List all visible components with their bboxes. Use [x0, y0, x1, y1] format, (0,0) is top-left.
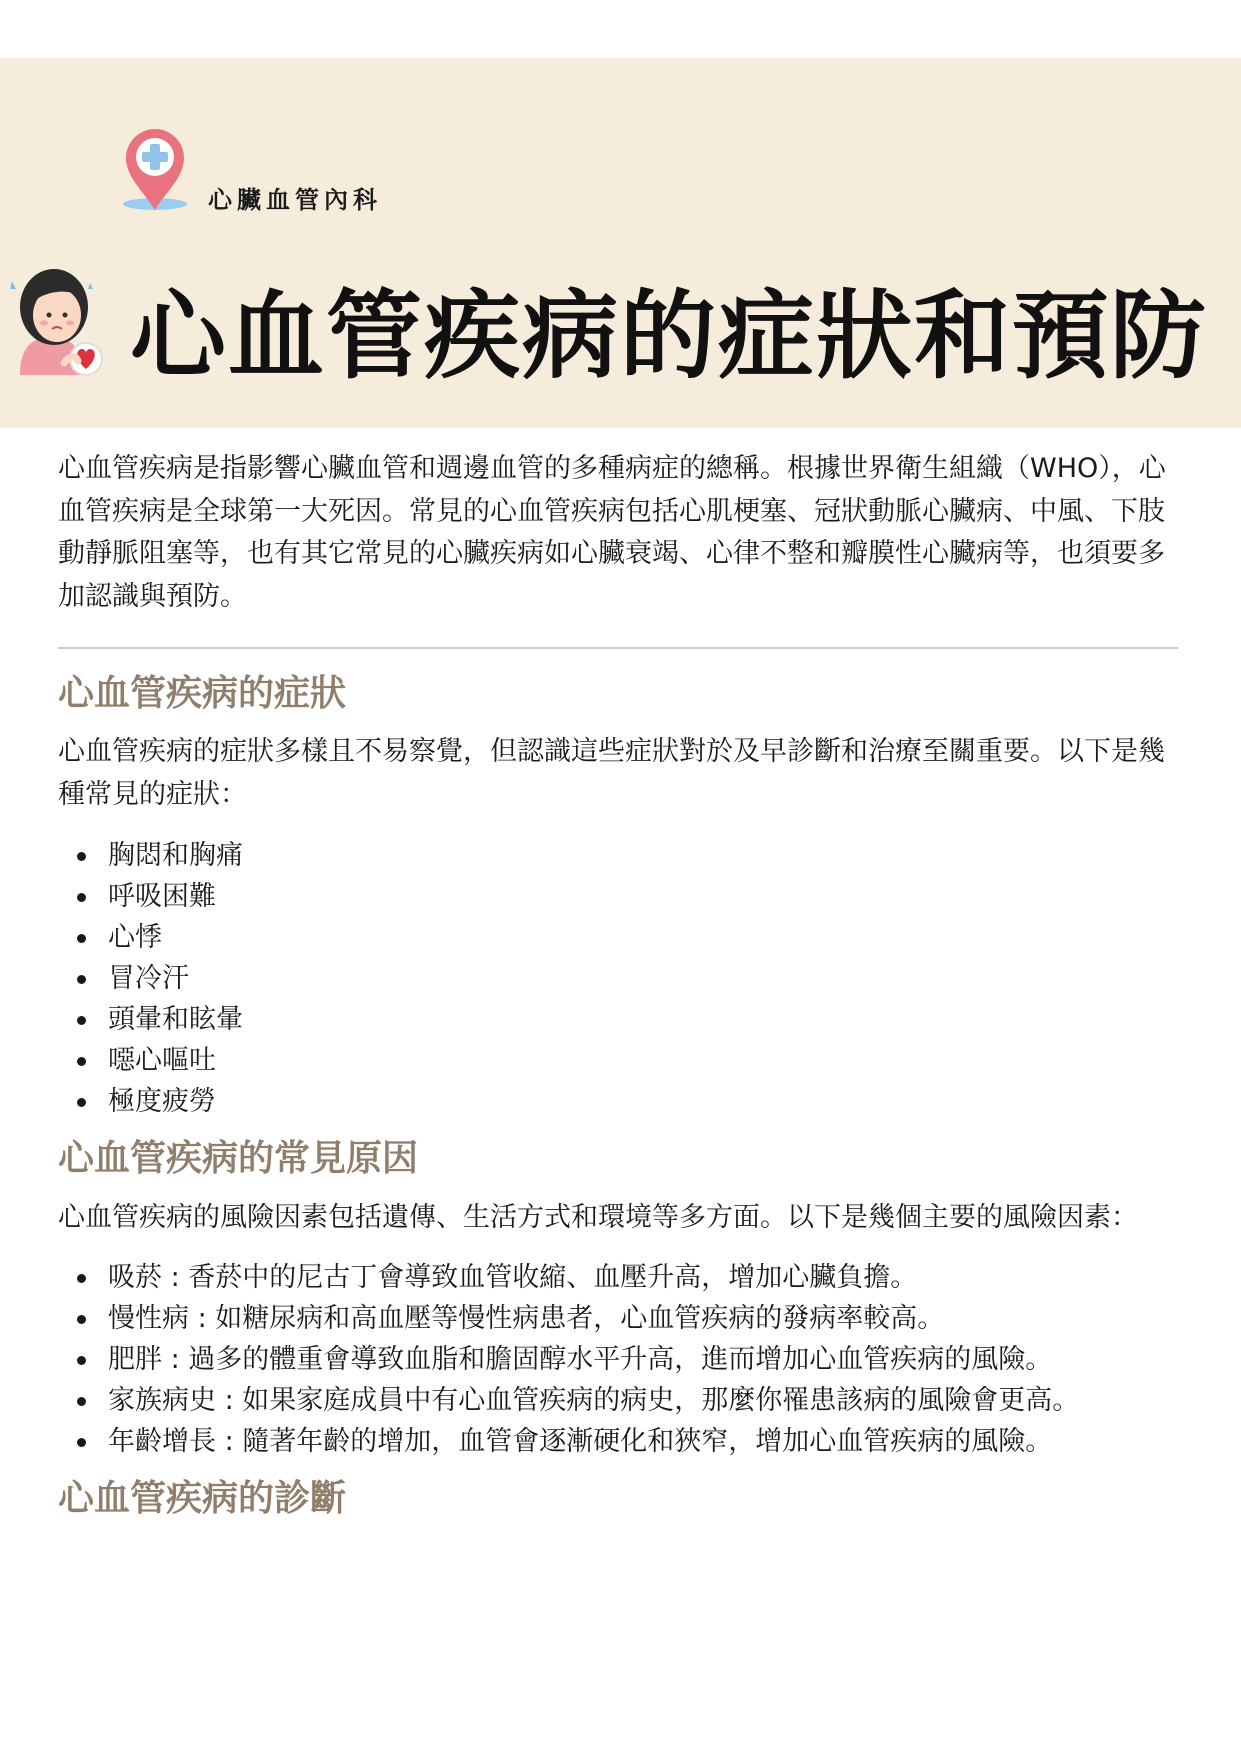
symptoms-heading: 心血管疾病的症狀: [58, 672, 347, 714]
list-item: 家族病史 : 如果家庭成員中有心血管疾病的病史，那麼你罹患該病的風險會更高。: [108, 1380, 1178, 1421]
list-item: 極度疲勞: [108, 1081, 1178, 1122]
list-item: 吸菸 : 香菸中的尼古丁會導致血管收縮、血壓升高，增加心臟負擔。: [108, 1257, 1178, 1298]
list-item: 呼吸困難: [108, 876, 1178, 917]
list-item: 頭暈和眩暈: [108, 999, 1178, 1040]
intro-paragraph: 心血管疾病是指影響心臟血管和週邊血管的多種病症的總稱。根據世界衛生組織（WHO），心血管疾病是全球第一大死因。常見的心血管疾病包括心肌梗塞、冠狀動脈心臟病、中風、下肢動靜脈阻塞等，也有其它常見的心臟疾病如心臟衰竭、心律不整和瓣膜性心臟病等，也須要多加認識與預防。: [58, 453, 1166, 612]
department-name: 心臟血管內科: [208, 186, 382, 214]
list-item: 慢性病 : 如糖尿病和高血壓等慢性病患者，心血管疾病的發病率較高。: [108, 1298, 1178, 1339]
page-title: 心血管疾病的症狀和預防: [130, 280, 1208, 392]
causes-heading: 心血管疾病的常見原因: [58, 1137, 419, 1179]
list-item: 冒冷汗: [108, 958, 1178, 999]
list-item: 噁心嘔吐: [108, 1040, 1178, 1081]
list-item: 肥胖 : 過多的體重會導致血脂和膽固醇水平升高，進而增加心血管疾病的風險。: [108, 1339, 1178, 1380]
header-banner: [0, 58, 1241, 428]
causes-list: [58, 1257, 1178, 1462]
section-divider: [58, 647, 1178, 649]
list-item: 胸悶和胸痛: [108, 835, 1178, 876]
diagnosis-heading: 心血管疾病的診斷: [58, 1478, 347, 1520]
causes-lead: 心血管疾病的風險因素包括遺傳、生活方式和環境等多方面。以下是幾個主要的風險因素：: [58, 1201, 1138, 1233]
hospital-location-pin-icon: [120, 126, 190, 212]
symptoms-list: [58, 835, 1178, 1122]
chest-pain-patient-icon: [2, 263, 114, 387]
article-body: [58, 448, 1178, 1537]
symptoms-lead: 心血管疾病的症狀多樣且不易察覺，但認識這些症狀對於及早診斷和治療至關重要。以下是幾種常見的症狀：: [58, 736, 1165, 811]
list-item: 年齡增長 : 隨著年齡的增加，血管會逐漸硬化和狹窄，增加心血管疾病的風險。: [108, 1421, 1178, 1462]
list-item: 心悸: [108, 917, 1178, 958]
